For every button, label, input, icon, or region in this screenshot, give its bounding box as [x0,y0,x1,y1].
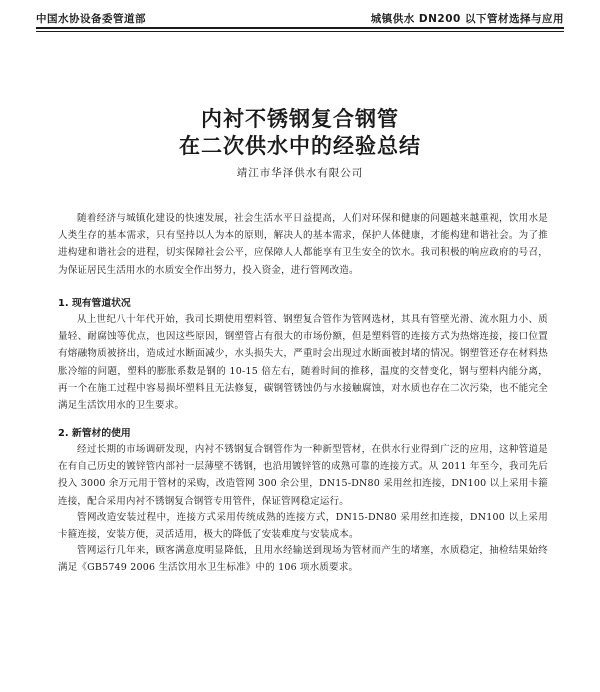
running-header [36,9,564,27]
header-left-text: 中国水协设备委管道部 [36,12,146,25]
article-author: 靖江市华泽供水有限公司 [236,167,364,179]
header-rule-thick [36,27,564,29]
article-title-line2: 在二次供水中的经验总结 [179,133,421,158]
section2-paragraph-1: 经过长期的市场调研发现，内衬不锈钢复合钢管作为一种新型管材，在供水行业得到广泛的应用，这种管道是在有自己历史的镀锌管内部衬一层薄壁不锈钢，也沿用镀锌管的成熟可靠的连接方式。从 2011 年至今，我司先后投入 3000 余万元用于管材的采购，改造管网 300 余公里，DN15-DN80 采用丝扣连接，DN100 以上采用卡箍连接，配合采用内衬不锈钢复合钢管专用管件，保证管网稳定运行。 [58,444,548,507]
header-right-text: 城镇供水 DN200 以下管材选择与应用 [370,12,564,25]
intro-paragraph: 随着经济与城镇化建设的快速发展，社会生活水平日益提高，人们对环保和健康的问题越来越重视，饮用水是人类生存的基本需求，只有坚持以人为本的原则，解决人的基本需求，保护人体健康，才能构建和谐社会。为了推进构建和谐社会的进程，切实保障社会公平，应保障人人都能享有卫生安全的饮水。我司积极的响应政府的号召，为保证居民生活用水的水质安全作出努力，投入资金，进行管网改造。 [58,213,548,276]
section-heading-1: 1. 现有管道状况 [58,298,131,309]
section1-paragraph: 从上世纪八十年代开始，我司长期使用塑料管、钢塑复合管作为管网选材，其具有管壁光滑、流水阻力小、质量轻、耐腐蚀等优点，也因这些原因，钢塑管占有很大的市场份额，但是塑料管的连接方式为热熔连接，接口位置有熔融物质被挤出，造成过水断面减少，水头损失大，严重时会出现过水断面被封堵的情况。钢塑管还存在材料热胀冷缩的问题，塑料的膨胀系数是钢的 10-15 倍左右，随着时间的推移，温度的交替变化，钢与塑料内能分离，再一个在施工过程中容易损坏塑料且无法修复，碳钢管锈蚀仍与水接触腐蚀，对水质也存在二次污染，也不能完全满足生活饮用水的卫生要求。 [58,314,548,412]
section2-paragraph-3: 管网运行几年来，顾客满意度明显降低，且用水经输送到现场为管材而产生的堵塞，水质稳定，抽检结果始终满足《GB5749 2006 生活饮用水卫生标准》中的 106 项水质要求。 [58,545,548,574]
article-title-line1: 内衬不锈钢复合钢管 [201,106,399,131]
section2-paragraph-2: 管网改造安装过程中，连接方式采用传统成熟的连接方式，DN15-DN80 采用丝扣连接，DN100 以上采用卡箍连接，安装方便，灵活适用，极大的降低了安装难度与安装成本。 [58,512,548,541]
header-rule-thin [36,31,564,32]
section-heading-2: 2. 新管材的使用 [58,428,131,439]
